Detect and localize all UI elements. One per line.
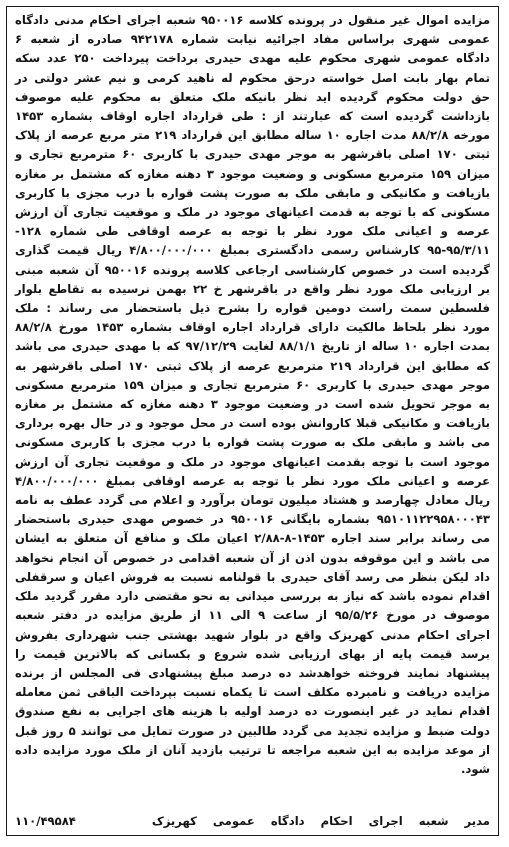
notice-footer [15, 811, 490, 831]
notice-signature: مدیر شعبه اجرای احکام دادگاه عمومی کهریزک [151, 814, 490, 828]
notice-code: ۱۱۰/۴۹۵۸۴ [15, 814, 76, 828]
legal-notice [6, 6, 499, 836]
notice-body: مزایده اموال غیر منقول در پرونده کلاسه ۹۵۰۰۱۶ شعبه اجرای احکام مدنی دادگاه عمومی شهری براساس مفاد اجرائیه نیابت شماره ۹۴۲۱۷۸ صادره از شعبه ۶ دادگاه عمومی شهری محکوم علیه مهدی حیدری برداخت پیرداخت ۲۵۰ عدد سکه تمام بهار بابت اصل خواسته درحق محکوم له ناهید کرمی و نیم عشر دولتی در حق دولت محکوم گردیده اید نظر بانیکه ملک متعلق به محکوم علیه موصوف بازداشت گردیده است که عبارتند از : طی قرارداد اجاره اوقاف بشماره ۱۴۵۳ مورخه ۸۸/۲/۸ مدت اجاره ۱۰ ساله مطابق این قرارداد ۲۱۹ متر مربع عرصه از پلاک ثبتی ۱۷۰ اصلی باقرشهر به موجر مهدی حیدری با کاربری ۶۰ مترمربع تجاری و میزان ۱۵۹ مترمربع مسکونی و وضعیت موجود ۳ دهنه مغازه که مشتمل بر مغازه بازیافت و مکانیکی و مابقی ملک به صورت پشت قواره با درب مجزی با کاربری مسکونی که با توجه به قدمت اعیانهای موجود در ملک و موقعیت تجاری آن ارزش عرصه و اعیانی ملک مورد نظر با توجه به عرصه اوقافی طی شماره ۱۲۸- ۹۵/۳/۱۱-۹۵ کارشناس رسمی دادگستری بمبلغ ۴/۸۰۰/۰۰۰/۰۰۰ ریال قیمت گذاری گردیده است در خصوص کارشناسی ارجاعی کلاسه پرونده ۹۵۰۰۱۶ آن شعبه مبنی بر ارزیابی ملک مورد نظر واقع در باقرشهر خ ۲۲ بهمن نرسیده به تقاطع بلوار فلسطین سمت راست دومین قواره را بشرح ذیل باستحضار می رساند : ملک مورد نظر بلحاظ مالکیت دارای قرارداد اجاره اوقاف بشماره ۱۴۵۳ مورخ ۸۸/۲/۸ بمدت اجاره ۱۰ ساله از تاریخ ۸۸/۱/۱ لغایت ۹۷/۱۲/۲۹ که با مهدی حیدری می باشد که مطابق این قرارداد ۲۱۹ مترمربع عرصه از پلاک ثبتی ۱۷۰ اصلی باقرشهر به موجر مهدی حیدری با کاربری ۶۰ مترمربع تجاری و میزان ۱۵۹ مترمربع مسکونی به موجر تحویل شده است در وضعیت موجود ۳ دهنه مغازه که مشتمل بر مغازه بازیافت و مکانیکی قبلا کاروانش بوده است در محل موجود و در حال بهره برداری می باشد و مابقی ملک به صورت پشت قواره با درب مجزی با کاربری مسکونی موجود است با توجه بقدمت اعیانهای موجود در ملک و موقعیت تجاری آن ارزش عرصه و اعیانی ملک مورد نظر با توجه به عرصه اوقافی بمبلغ ۴/۸۰۰/۰۰۰/۰۰۰ ریال معادل چهارصد و هشتاد میلیون تومان برآورد و اعلام می گردد عطف به نامه ۹۵۱۰۱۱۲۲۹۵۸۰۰۰۴۳ بشماره بایگانی ۹۵۰۰۱۶ در خصوص مهدی حیدری باستحضار می رساند برابر سند اجاره ۱۴۵۳-۸-۲/۸۸ اعیان ملک و منافع آن متعلق به ایشان می باشد و این موقوفه بدون اذن از آن شعبه اقدامی در خصوص آن انجام نخواهد داد لیکن بنظر می رسد آقای حیدری با قولنامه نسبت به فروش اعیان و سرقفلی اقدام نموده باشد که نیاز به بررسی میدانی به نحو مقتضی دارد مقرر گردید ملک موصوف در مورخ ۹۵/۵/۲۶ از ساعت ۹ الی ۱۱ از طریق مزایده در دفتر شعبه اجرای احکام مدنی کهریزک واقع در بلوار شهید بهشتی جنب شهرداری بفروش برسد قیمت پایه از بهای ارزیابی شده شروع و بکسانی که بالاترین قیمت را پیشنهاد نمایند فروخته خواهدشد ده درصد مبلغ پیشنهادی فی المجلس از برنده مزایده دریافت و نامبرده مکلف است تا یکماه نسبت بپرداخت الباقی ثمن معامله اقدام نماید در غیر اینصورت ده درصد اولیه با هزینه های اجرایی به نفع صندوق دولت ضبط و مزایده تجدید می گردد طالبین در صورت تمایل می توانند ۵ روز قبل از موعد مزایده به این شعبه مراجعه تا ترتیب بازدید آنان از ملک مورد مزایده داده شود. [15, 13, 491, 776]
